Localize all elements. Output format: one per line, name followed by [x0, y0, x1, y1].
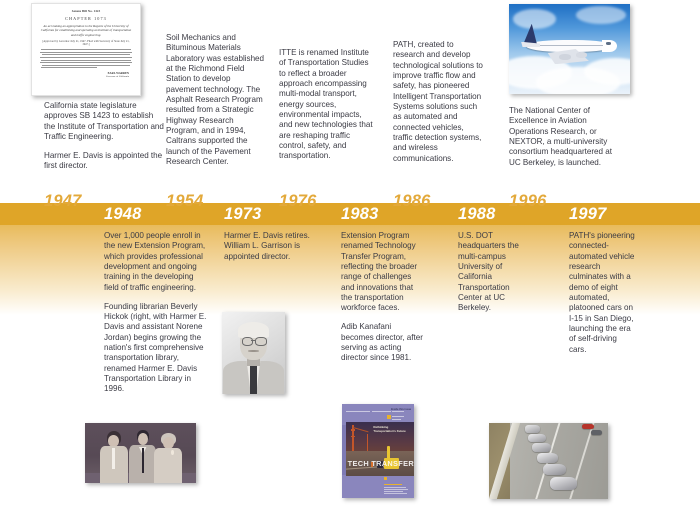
magazine-masthead-kicker: Inside this issue [390, 407, 412, 411]
entry-1954-paragraph-1: Soil Mechanics and Bituminous Materials Laboratory was established at the Richmond Field Station to develop pavement technology. The Asphalt Research Program resulted from a Strategic Highway Research Program, and in 1994, Caltrans supported the launch of the Pavement Research Center. [166, 33, 265, 167]
entry-1976-text [279, 48, 376, 162]
entry-1973-paragraph-1: Harmer E. Davis retires. William L. Garrison is appointed director. [224, 231, 310, 261]
timeline-year-1973: 1973 [224, 205, 262, 223]
entry-1983-text [341, 231, 423, 364]
entry-1948-paragraph-1: Over 1,000 people enroll in the new Extension Program, which provides professional development and ongoing training in the developing field of traffic engineering. [104, 231, 206, 292]
entry-1983-paragraph-1: Extension Program renamed Technology Transfer Program, reflecting the broader range of challenges and innovations that the transportation workforce faces. [341, 231, 418, 313]
timeline-year-1947: 1947 [44, 192, 82, 210]
airplane-photo [509, 4, 630, 94]
entry-1976-paragraph-1: ITTE is renamed Institute of Transportation Studies to reflect a broader approach encompassing multi-modal transport, energy sources, environmental impacts, and new technologies that are reshaping traffic control, safety, and transportation. [279, 48, 373, 161]
entry-1986-paragraph-1: PATH, created to research and develop technological solutions to improve traffic flow and safety, has pioneered Intelligent Transportation Systems solutions such as automated and connected vehicles, traffic detection systems, and wireless communications. [393, 40, 483, 163]
entry-1996-paragraph-1: The National Center of Excellence in Aviation Operations Research, or NEXTOR, a multi-university consortium headquartered at UC Berkeley, is launched. [509, 106, 612, 167]
senate-bill-title: Senate Bill No. 1423 [71, 9, 101, 13]
senate-bill-signature: EARL WARREN Governor of California [105, 71, 129, 79]
senate-bill-body-lines [39, 49, 133, 68]
entry-1948-text [104, 231, 208, 395]
entry-1983-paragraph-2: Adib Kanafani becomes director, after serving as acting director since 1981. [341, 322, 423, 363]
entry-1947-text [44, 101, 164, 172]
entry-1986-text [393, 40, 485, 164]
timeline-year-1976: 1976 [279, 192, 317, 210]
timeline-year-1954: 1954 [166, 192, 204, 210]
tech-transfer-magazine-cover [342, 404, 414, 498]
entry-1954-text [166, 33, 264, 167]
timeline-year-1988: 1988 [458, 205, 496, 223]
entry-1997-paragraph-1: PATH's pioneering connected-automated vehicle research culminates with a demo of eight automated, platooned cars on I-15 in San Diego, launching the era of self-driving cars. [569, 231, 635, 354]
timeline-year-1983: 1983 [341, 205, 379, 223]
entry-1988-paragraph-1: U.S. DOT headquarters the multi-campus University of California Transportation Center at UC Berkeley. [458, 231, 519, 313]
entry-1947-paragraph-1: California state legislature approves SB 1423 to establish the Institute of Transportation and Traffic Engineering. [44, 101, 164, 142]
timeline-year-1997: 1997 [569, 205, 607, 223]
entry-1996-text [509, 106, 621, 168]
platooned-cars-highway-photo [489, 423, 608, 499]
timeline-year-1996: 1996 [509, 192, 547, 210]
harmer-davis-portrait [222, 312, 285, 394]
timeline-year-1986: 1986 [393, 192, 431, 210]
senate-bill-caption: An act making an appropriation to the Regents of the University of California for establishing and operating an Institute of transportation and traffic engineering. [40, 24, 132, 37]
entry-1988-text [458, 231, 530, 314]
library-staff-portrait [85, 423, 196, 483]
senate-bill-approval: [Approved by Governor July 21, 1947. Filed with Secretary of State July 21, 1947.] [42, 40, 130, 47]
magazine-headline: Rethinking Transportation's Future [373, 425, 406, 433]
entry-1948-paragraph-2: Founding librarian Beverly Hickok (right, with Harmer E. Davis and assistant Norene Jordan) begins growing the nation's first comprehensive transportation library, renamed Harmer E. Davis Transportation Library in 1996. [104, 301, 207, 394]
entry-1947-paragraph-2: Harmer E. Davis is appointed the first director. [44, 150, 163, 171]
senate-bill-scan [31, 3, 141, 96]
entry-1997-text [569, 231, 635, 355]
senate-bill-content [32, 4, 140, 95]
entry-1973-text [224, 231, 310, 262]
magazine-wordmark: TECH TRANSFER [347, 458, 414, 468]
timeline-year-1948: 1948 [104, 205, 142, 223]
senate-bill-chapter: CHAPTER 1073 [65, 16, 107, 21]
